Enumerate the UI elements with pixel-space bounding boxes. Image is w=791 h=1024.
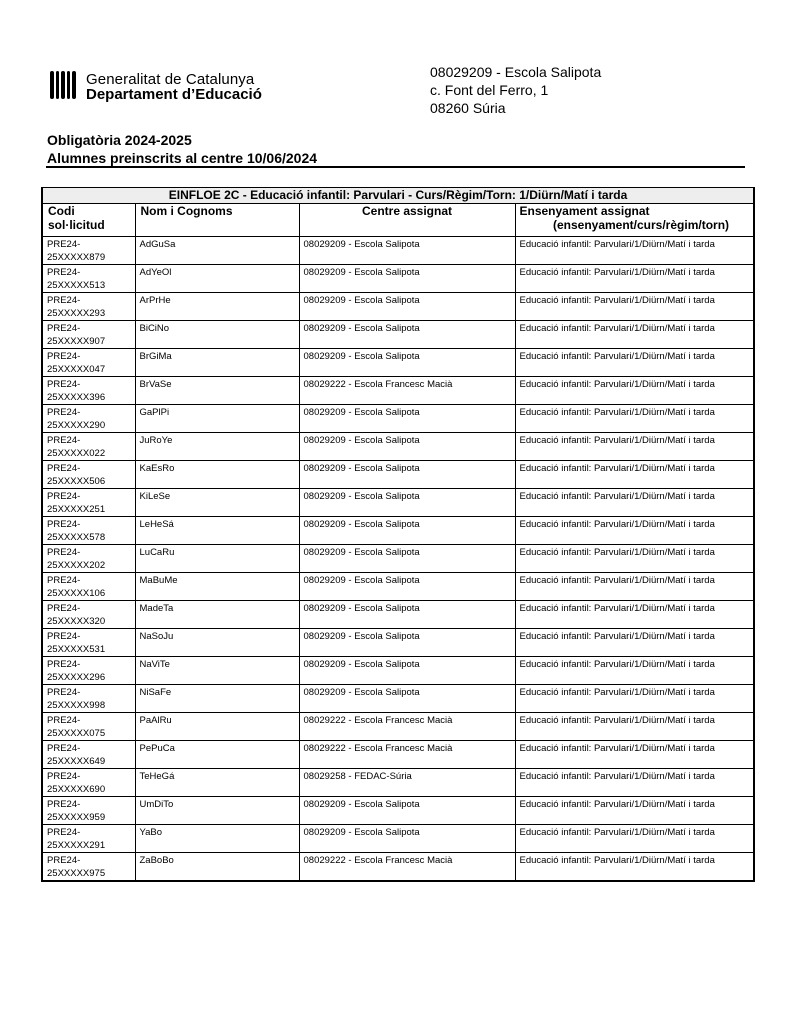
table-row: [42, 461, 754, 489]
cell-code-l2: 25XXXXX396: [47, 392, 106, 403]
cell-code-l2: 25XXXXX075: [47, 728, 106, 739]
cell-code-l1: PRE24-: [47, 379, 81, 390]
cell-name: TeHeGá: [135, 769, 299, 797]
cell-ensenyament: Educació infantil: Parvulari/1/Diürn/Matí i tarda: [515, 237, 754, 265]
school-line-1: 08029209 - Escola Salipota: [430, 64, 602, 80]
cell-code-l2: 25XXXXX578: [47, 532, 106, 543]
group-header: EINFLOE 2C - Educació infantil: Parvulari - Curs/Règim/Torn: 1/Diürn/Matí i tarda: [42, 188, 754, 204]
cell-code-l2: 25XXXXX998: [47, 700, 106, 711]
cell-code: [42, 797, 135, 825]
col-header-centre: Centre assignat: [299, 204, 515, 237]
cell-ensenyament: Educació infantil: Parvulari/1/Diürn/Matí i tarda: [515, 461, 754, 489]
cell-code: [42, 657, 135, 685]
col-header-code-l1: Codi: [48, 204, 75, 218]
cell-code-l2: 25XXXXX293: [47, 308, 106, 319]
cell-code-l2: 25XXXXX513: [47, 280, 106, 291]
cell-name: NiSaFe: [135, 685, 299, 713]
cell-centre: 08029209 - Escola Salipota: [299, 545, 515, 573]
cell-ensenyament: Educació infantil: Parvulari/1/Diürn/Matí i tarda: [515, 545, 754, 573]
cell-name: ZaBoBo: [135, 853, 299, 882]
table-row: [42, 713, 754, 741]
cell-name: KiLeSe: [135, 489, 299, 517]
cell-ensenyament: Educació infantil: Parvulari/1/Diürn/Matí i tarda: [515, 265, 754, 293]
cell-centre: 08029209 - Escola Salipota: [299, 265, 515, 293]
cell-ensenyament: Educació infantil: Parvulari/1/Diürn/Matí i tarda: [515, 573, 754, 601]
cell-code: [42, 489, 135, 517]
cell-centre: 08029209 - Escola Salipota: [299, 405, 515, 433]
cell-ensenyament: Educació infantil: Parvulari/1/Diürn/Matí i tarda: [515, 293, 754, 321]
col-header-ens-l1: Ensenyament assignat: [519, 204, 650, 218]
table-row: [42, 601, 754, 629]
cell-name: JuRoYe: [135, 433, 299, 461]
cell-centre: 08029222 - Escola Francesc Macià: [299, 741, 515, 769]
cell-code-l1: PRE24-: [47, 827, 81, 838]
cell-code-l2: 25XXXXX106: [47, 588, 106, 599]
cell-name: KaEsRo: [135, 461, 299, 489]
cell-name: LuCaRu: [135, 545, 299, 573]
cell-centre: 08029222 - Escola Francesc Macià: [299, 853, 515, 882]
cell-name: LeHeSá: [135, 517, 299, 545]
cell-code: [42, 573, 135, 601]
table-row: [42, 853, 754, 882]
cell-code: [42, 237, 135, 265]
table-row: [42, 321, 754, 349]
school-line-3: 08260 Súria: [430, 100, 506, 116]
cell-name: PaAlRu: [135, 713, 299, 741]
org-line-2: Departament d’Educació: [86, 86, 262, 103]
cell-code: [42, 713, 135, 741]
table-row: [42, 433, 754, 461]
cell-name: GaPlPi: [135, 405, 299, 433]
cell-centre: 08029209 - Escola Salipota: [299, 657, 515, 685]
cell-code-l1: PRE24-: [47, 771, 81, 782]
cell-name: BrVaSe: [135, 377, 299, 405]
cell-code-l2: 25XXXXX907: [47, 336, 106, 347]
table-row: [42, 545, 754, 573]
cell-code-l1: PRE24-: [47, 799, 81, 810]
cell-code-l2: 25XXXXX022: [47, 448, 106, 459]
cell-code-l2: 25XXXXX047: [47, 364, 106, 375]
table-row: [42, 573, 754, 601]
col-header-code: [42, 204, 135, 237]
cell-code-l1: PRE24-: [47, 239, 81, 250]
cell-name: BrGiMa: [135, 349, 299, 377]
cell-code-l2: 25XXXXX959: [47, 812, 106, 823]
cell-centre: 08029209 - Escola Salipota: [299, 349, 515, 377]
cell-ensenyament: Educació infantil: Parvulari/1/Diürn/Matí i tarda: [515, 349, 754, 377]
cell-code-l1: PRE24-: [47, 659, 81, 670]
cell-name: MaBuMe: [135, 573, 299, 601]
cell-code: [42, 741, 135, 769]
school-address: [430, 63, 601, 117]
cell-code: [42, 517, 135, 545]
table-row: [42, 377, 754, 405]
cell-code-l1: PRE24-: [47, 547, 81, 558]
cell-code-l2: 25XXXXX975: [47, 868, 106, 879]
cell-code: [42, 629, 135, 657]
cell-ensenyament: Educació infantil: Parvulari/1/Diürn/Matí i tarda: [515, 657, 754, 685]
cell-code-l2: 25XXXXX202: [47, 560, 106, 571]
cell-centre: 08029209 - Escola Salipota: [299, 573, 515, 601]
cell-code: [42, 321, 135, 349]
cell-centre: 08029209 - Escola Salipota: [299, 321, 515, 349]
cell-code-l1: PRE24-: [47, 407, 81, 418]
table-row: [42, 685, 754, 713]
cell-code-l1: PRE24-: [47, 687, 81, 698]
cell-code: [42, 433, 135, 461]
cell-code: [42, 853, 135, 882]
cell-code-l2: 25XXXXX296: [47, 672, 106, 683]
col-header-name: Nom i Cognoms: [135, 204, 299, 237]
cell-code: [42, 769, 135, 797]
col-header-ens-l2: (ensenyament/curs/règim/torn): [552, 218, 730, 232]
cell-ensenyament: Educació infantil: Parvulari/1/Diürn/Matí i tarda: [515, 797, 754, 825]
table-row: [42, 293, 754, 321]
document-title: [47, 131, 317, 167]
cell-centre: 08029222 - Escola Francesc Macià: [299, 713, 515, 741]
cell-centre: 08029209 - Escola Salipota: [299, 293, 515, 321]
table-row: [42, 741, 754, 769]
org-line-1: Generalitat de Catalunya: [86, 71, 255, 88]
cell-name: ArPrHe: [135, 293, 299, 321]
cell-ensenyament: Educació infantil: Parvulari/1/Diürn/Matí i tarda: [515, 853, 754, 882]
cell-code: [42, 545, 135, 573]
col-header-code-l2: sol·licitud: [48, 218, 105, 232]
cell-code-l1: PRE24-: [47, 463, 81, 474]
cell-code-l1: PRE24-: [47, 743, 81, 754]
cell-name: PePuCa: [135, 741, 299, 769]
table-body: [42, 237, 754, 882]
students-table: [41, 187, 755, 882]
cell-code: [42, 825, 135, 853]
cell-code: [42, 377, 135, 405]
cell-centre: 08029209 - Escola Salipota: [299, 797, 515, 825]
cell-name: NaViTe: [135, 657, 299, 685]
cell-code-l1: PRE24-: [47, 491, 81, 502]
cell-ensenyament: Educació infantil: Parvulari/1/Diürn/Matí i tarda: [515, 741, 754, 769]
cell-centre: 08029209 - Escola Salipota: [299, 685, 515, 713]
cell-centre: 08029209 - Escola Salipota: [299, 461, 515, 489]
cell-code-l1: PRE24-: [47, 295, 81, 306]
table-row: [42, 629, 754, 657]
cell-name: YaBo: [135, 825, 299, 853]
cell-name: MadeTa: [135, 601, 299, 629]
cell-code: [42, 461, 135, 489]
cell-ensenyament: Educació infantil: Parvulari/1/Diürn/Matí i tarda: [515, 769, 754, 797]
title-line-2: Alumnes preinscrits al centre 10/06/2024: [47, 150, 318, 166]
cell-code-l2: 25XXXXX690: [47, 784, 106, 795]
cell-centre: 08029209 - Escola Salipota: [299, 433, 515, 461]
cell-ensenyament: Educació infantil: Parvulari/1/Diürn/Matí i tarda: [515, 321, 754, 349]
cell-code-l1: PRE24-: [47, 575, 81, 586]
cell-centre: 08029209 - Escola Salipota: [299, 629, 515, 657]
table-row: [42, 265, 754, 293]
cell-name: UmDiTo: [135, 797, 299, 825]
cell-code-l1: PRE24-: [47, 715, 81, 726]
cell-ensenyament: Educació infantil: Parvulari/1/Diürn/Matí i tarda: [515, 377, 754, 405]
cell-centre: 08029209 - Escola Salipota: [299, 237, 515, 265]
cell-ensenyament: Educació infantil: Parvulari/1/Diürn/Matí i tarda: [515, 713, 754, 741]
cell-ensenyament: Educació infantil: Parvulari/1/Diürn/Matí i tarda: [515, 489, 754, 517]
table-row: [42, 349, 754, 377]
cell-centre: 08029209 - Escola Salipota: [299, 489, 515, 517]
cell-code: [42, 349, 135, 377]
cell-ensenyament: Educació infantil: Parvulari/1/Diürn/Matí i tarda: [515, 601, 754, 629]
cell-ensenyament: Educació infantil: Parvulari/1/Diürn/Matí i tarda: [515, 405, 754, 433]
cell-centre: 08029209 - Escola Salipota: [299, 517, 515, 545]
cell-centre: 08029209 - Escola Salipota: [299, 601, 515, 629]
cell-name: AdGuSa: [135, 237, 299, 265]
cell-code-l1: PRE24-: [47, 519, 81, 530]
cell-code: [42, 601, 135, 629]
cell-code-l1: PRE24-: [47, 323, 81, 334]
cell-code-l1: PRE24-: [47, 351, 81, 362]
table-row: [42, 237, 754, 265]
cell-code-l2: 25XXXXX320: [47, 616, 106, 627]
cell-code-l2: 25XXXXX879: [47, 252, 106, 263]
cell-code-l1: PRE24-: [47, 855, 81, 866]
cell-code-l2: 25XXXXX290: [47, 420, 106, 431]
cell-code: [42, 405, 135, 433]
cell-code-l2: 25XXXXX506: [47, 476, 106, 487]
cell-code: [42, 265, 135, 293]
cell-code-l1: PRE24-: [47, 267, 81, 278]
cell-name: BiCiNo: [135, 321, 299, 349]
cell-code-l2: 25XXXXX291: [47, 840, 106, 851]
cell-ensenyament: Educació infantil: Parvulari/1/Diürn/Matí i tarda: [515, 629, 754, 657]
cell-centre: 08029222 - Escola Francesc Macià: [299, 377, 515, 405]
cell-ensenyament: Educació infantil: Parvulari/1/Diürn/Matí i tarda: [515, 825, 754, 853]
table-row: [42, 489, 754, 517]
table-row: [42, 797, 754, 825]
cell-code-l2: 25XXXXX649: [47, 756, 106, 767]
table-row: [42, 405, 754, 433]
table-row: [42, 517, 754, 545]
cell-code-l1: PRE24-: [47, 603, 81, 614]
cell-name: AdYeOl: [135, 265, 299, 293]
cell-code-l1: PRE24-: [47, 435, 81, 446]
school-line-2: c. Font del Ferro, 1: [430, 82, 549, 98]
cell-code-l1: PRE24-: [47, 631, 81, 642]
organization-name: [86, 72, 262, 102]
cell-centre: 08029258 - FEDAC-Súria: [299, 769, 515, 797]
cell-centre: 08029209 - Escola Salipota: [299, 825, 515, 853]
cell-ensenyament: Educació infantil: Parvulari/1/Diürn/Matí i tarda: [515, 433, 754, 461]
cell-code: [42, 293, 135, 321]
cell-code-l2: 25XXXXX531: [47, 644, 106, 655]
cell-code: [42, 685, 135, 713]
generalitat-logo-icon: [50, 70, 76, 100]
title-rule: [46, 166, 745, 168]
table-row: [42, 657, 754, 685]
table-row: [42, 769, 754, 797]
cell-ensenyament: Educació infantil: Parvulari/1/Diürn/Matí i tarda: [515, 685, 754, 713]
cell-ensenyament: Educació infantil: Parvulari/1/Diürn/Matí i tarda: [515, 517, 754, 545]
col-header-ensenyament: [515, 204, 754, 237]
title-line-1: Obligatòria 2024-2025: [47, 132, 192, 148]
cell-name: NaSoJu: [135, 629, 299, 657]
cell-code-l2: 25XXXXX251: [47, 504, 106, 515]
table-row: [42, 825, 754, 853]
